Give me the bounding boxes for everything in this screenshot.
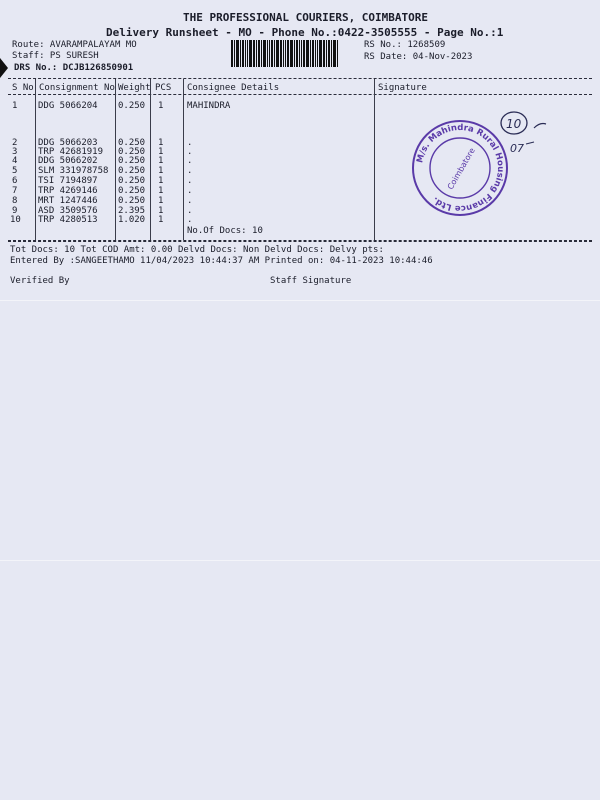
col-header-signature: Signature <box>378 83 427 93</box>
no-of-docs: No.Of Docs: 10 <box>187 226 263 236</box>
row-pcs: 1 <box>158 138 164 148</box>
table-top-rule <box>8 78 592 79</box>
company-seal-stamp <box>410 118 510 218</box>
row-consignment: TSI 7194897 <box>38 176 98 186</box>
row-consignee: MAHINDRA <box>187 101 231 111</box>
barcode <box>231 40 359 67</box>
row-consignment: DDG 5066204 <box>38 101 98 111</box>
row-consignee: . <box>187 138 193 148</box>
staff-signature-label: Staff Signature <box>270 276 352 286</box>
svg-text:M/s. Mahindra Rural Housing Fi: M/s. Mahindra Rural Housing Finance Ltd. <box>415 122 506 214</box>
row-sno: 5 <box>12 166 18 176</box>
svg-text:07: 07 <box>510 142 524 155</box>
row-pcs: 1 <box>158 101 164 111</box>
row-sno: 3 <box>12 147 18 157</box>
col-header-weight: Weight <box>118 83 151 93</box>
row-pcs: 1 <box>158 176 164 186</box>
row-consignment: SLM 331978758 <box>38 166 109 176</box>
row-weight: 0.250 <box>118 101 146 111</box>
row-weight: 0.250 <box>118 196 146 206</box>
row-consignee: . <box>187 215 193 225</box>
row-pcs: 1 <box>158 186 164 196</box>
row-consignee: . <box>187 206 193 216</box>
row-sno: 7 <box>12 186 18 196</box>
staff-label: Staff: PS SURESH <box>12 51 99 61</box>
row-consignment: DDG 5066203 <box>38 138 98 148</box>
company-title: THE PROFESSIONAL COURIERS, COIMBATORE <box>183 11 429 24</box>
svg-text:Coimbatore: Coimbatore <box>445 146 477 192</box>
row-sno: 4 <box>12 156 18 166</box>
paper-fold <box>0 300 600 301</box>
row-sno: 8 <box>12 196 18 206</box>
row-consignee: . <box>187 156 193 166</box>
row-pcs: 1 <box>158 196 164 206</box>
paper-fold <box>0 560 600 561</box>
row-sno: 10 <box>10 215 21 225</box>
row-consignment: ASD 3509576 <box>38 206 98 216</box>
col-divider <box>150 79 151 240</box>
row-consignee: . <box>187 176 193 186</box>
entered-by-line: Entered By :SANGEETHAMO 11/04/2023 10:44:37 AM Printed on: 04-11-2023 10:44:46 <box>10 256 433 266</box>
row-weight: 0.250 <box>118 156 146 166</box>
row-pcs: 1 <box>158 147 164 157</box>
row-sno: 1 <box>12 101 18 111</box>
totals-line: Tot Docs: 10 Tot COD Amt: 0.00 Delvd Docs: Non Delvd Docs: Delvy pts: <box>10 245 384 255</box>
route-label: Route: AVARAMPALAYAM MO <box>12 40 137 50</box>
corner-mark <box>0 58 8 78</box>
row-consignee: . <box>187 166 193 176</box>
row-consignment: DDG 5066202 <box>38 156 98 166</box>
handwritten-count-mark <box>498 108 558 158</box>
col-divider <box>35 79 36 240</box>
table-header-rule <box>8 94 592 95</box>
runsheet-title: Delivery Runsheet - MO - Phone No.:0422-3505555 - Page No.:1 <box>106 26 504 39</box>
drs-number: DRS No.: DCJB126850901 <box>14 63 134 73</box>
col-divider <box>183 79 184 240</box>
row-weight: 0.250 <box>118 147 146 157</box>
row-sno: 9 <box>12 206 18 216</box>
row-pcs: 1 <box>158 215 164 225</box>
row-weight: 0.250 <box>118 166 146 176</box>
rs-date: RS Date: 04-Nov-2023 <box>364 52 473 62</box>
verified-by-label: Verified By <box>10 276 70 286</box>
row-weight: 2.395 <box>118 206 146 216</box>
row-pcs: 1 <box>158 166 164 176</box>
row-consignee: . <box>187 186 193 196</box>
row-consignment: TRP 4280513 <box>38 215 98 225</box>
col-header-pcs: PCS <box>155 83 172 93</box>
row-pcs: 1 <box>158 156 164 166</box>
row-consignee: . <box>187 196 193 206</box>
row-sno: 2 <box>12 138 18 148</box>
row-sno: 6 <box>12 176 18 186</box>
footer-rule <box>8 241 592 242</box>
row-weight: 0.250 <box>118 186 146 196</box>
row-weight: 0.250 <box>118 138 146 148</box>
col-divider <box>115 79 116 240</box>
row-weight: 0.250 <box>118 176 146 186</box>
col-header-consignment: Consignment No <box>39 83 115 93</box>
svg-text:10: 10 <box>506 117 522 131</box>
row-consignment: TRP 42681919 <box>38 147 104 157</box>
rs-number: RS No.: 1268509 <box>364 40 446 50</box>
col-header-consignee: Consignee Details <box>187 83 280 93</box>
row-pcs: 1 <box>158 206 164 216</box>
row-weight: 1.020 <box>118 215 146 225</box>
col-header-sno: S No <box>12 83 34 93</box>
col-divider <box>374 79 375 240</box>
row-consignment: MRT 1247446 <box>38 196 98 206</box>
row-consignee: . <box>187 147 193 157</box>
row-consignment: TRP 4269146 <box>38 186 98 196</box>
